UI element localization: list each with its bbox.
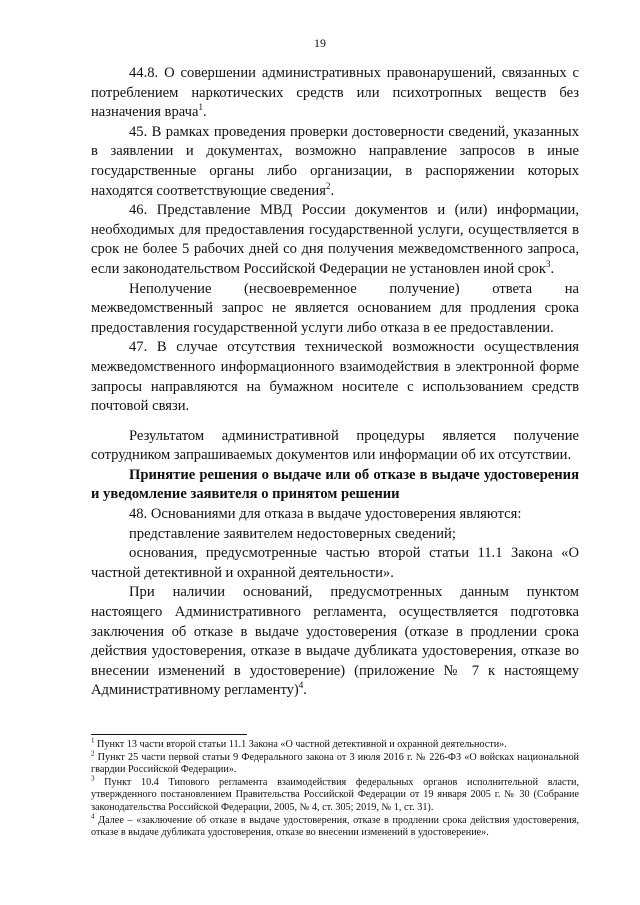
footnote-1: $^1$ Пункт 13 части второй статьи 11.1 Закона «О частной детективной и охранной деятельности». <box>91 736 507 750</box>
paragraph-44-8: 44.8. О совершении административных правонарушений, связанных с потреблением наркотических средств или психотропных веществ без назначения врача$^1$. <box>91 65 579 121</box>
paragraph-non-receipt: Неполучение (несвоевременное получение) ответа на межведомственный запрос не является основанием для продления срока предоставления государственной услуги либо отказа в ее предоставлении. <box>91 280 579 336</box>
footnote-ref-1: 1 <box>198 102 203 113</box>
paragraph-refusal-conclusion: При наличии оснований, предусмотренных данным пунктом настоящего Административного регламента, осуществляется подготовка заключения об отказе в выдаче удостоверения (отказе в продлении срока действия удостоверения, отказе в выдаче дубликата удостоверения, отказе во внесении изменений в удостоверение) (приложение № 7 к настоящему Административному регламенту)$^4$. <box>91 584 579 699</box>
footnote-3: $^3$ Пункт 10.4 Типового регламента взаимодействия федеральных органов исполнительной власти, утвержденного постановлением Правительства Российской Федерации от 19 января 2005 г. № 30 (Собрание законодательства Российской Федерации, 2005, № 4, ст. 305; 2019, № 1, ст. 31). <box>91 774 579 813</box>
paragraph-48: 48. Основаниями для отказа в выдаче удостоверения являются: <box>129 506 522 523</box>
paragraph-45: 45. В рамках проведения проверки достоверности сведений, указанных в заявлении и документах, возможно направление запросов в иные государственные органы либо организации, в распоряжении которых находятся соответствующие сведения$^2$. <box>91 123 579 199</box>
paragraph-grounds: основания, предусмотренные частью второй статьи 11.1 Закона «О частной детективной и охранной деятельности». <box>91 545 579 581</box>
paragraph-false-info: представление заявителем недостоверных сведений; <box>129 525 456 542</box>
paragraph-result: Результатом административной процедуры является получение сотрудником запрашиваемых документов или информации об их отсутствии. <box>91 427 579 464</box>
document-body <box>91 64 579 701</box>
footnotes <box>91 736 579 840</box>
paragraph-46: 46. Представление МВД России документов и (или) информации, необходимых для предоставления государственной услуги, осуществляется в срок не более 5 рабочих дней со дня получения межведомственного запроса, если законодательством Российской Федерации не установлен иной срок$^3$. <box>91 202 579 277</box>
footnote-2: $^2$ Пункт 25 части первой статьи 9 Федерального закона от 3 июля 2016 г. № 226-ФЗ «О войсках национальной гвардии Российской Федерации». <box>91 749 579 776</box>
footnote-4: $^4$ Далее – «заключение об отказе в выдаче удостоверения, отказе в продлении срока действия удостоверения, отказе в выдаче дубликата удостоверения, отказе во внесении изменений в удостоверение». <box>91 812 579 839</box>
footnote-ref-4: 4 <box>298 680 304 691</box>
footnote-ref-2: 2 <box>325 180 331 191</box>
page-number: 19 <box>314 36 326 50</box>
section-heading: Принятие решения о выдаче или об отказе в выдаче удостоверения и уведомление заявителя о принятом решении <box>91 466 579 503</box>
footnote-separator <box>91 734 247 735</box>
footnote-ref-3: 3 <box>545 259 551 270</box>
paragraph-47: 47. В случае отсутствия технической возможности осуществления межведомственного информационного взаимодействия в электронной форме запросы направляются на бумажном носителе с использованием средств почтовой связи. <box>91 339 579 415</box>
